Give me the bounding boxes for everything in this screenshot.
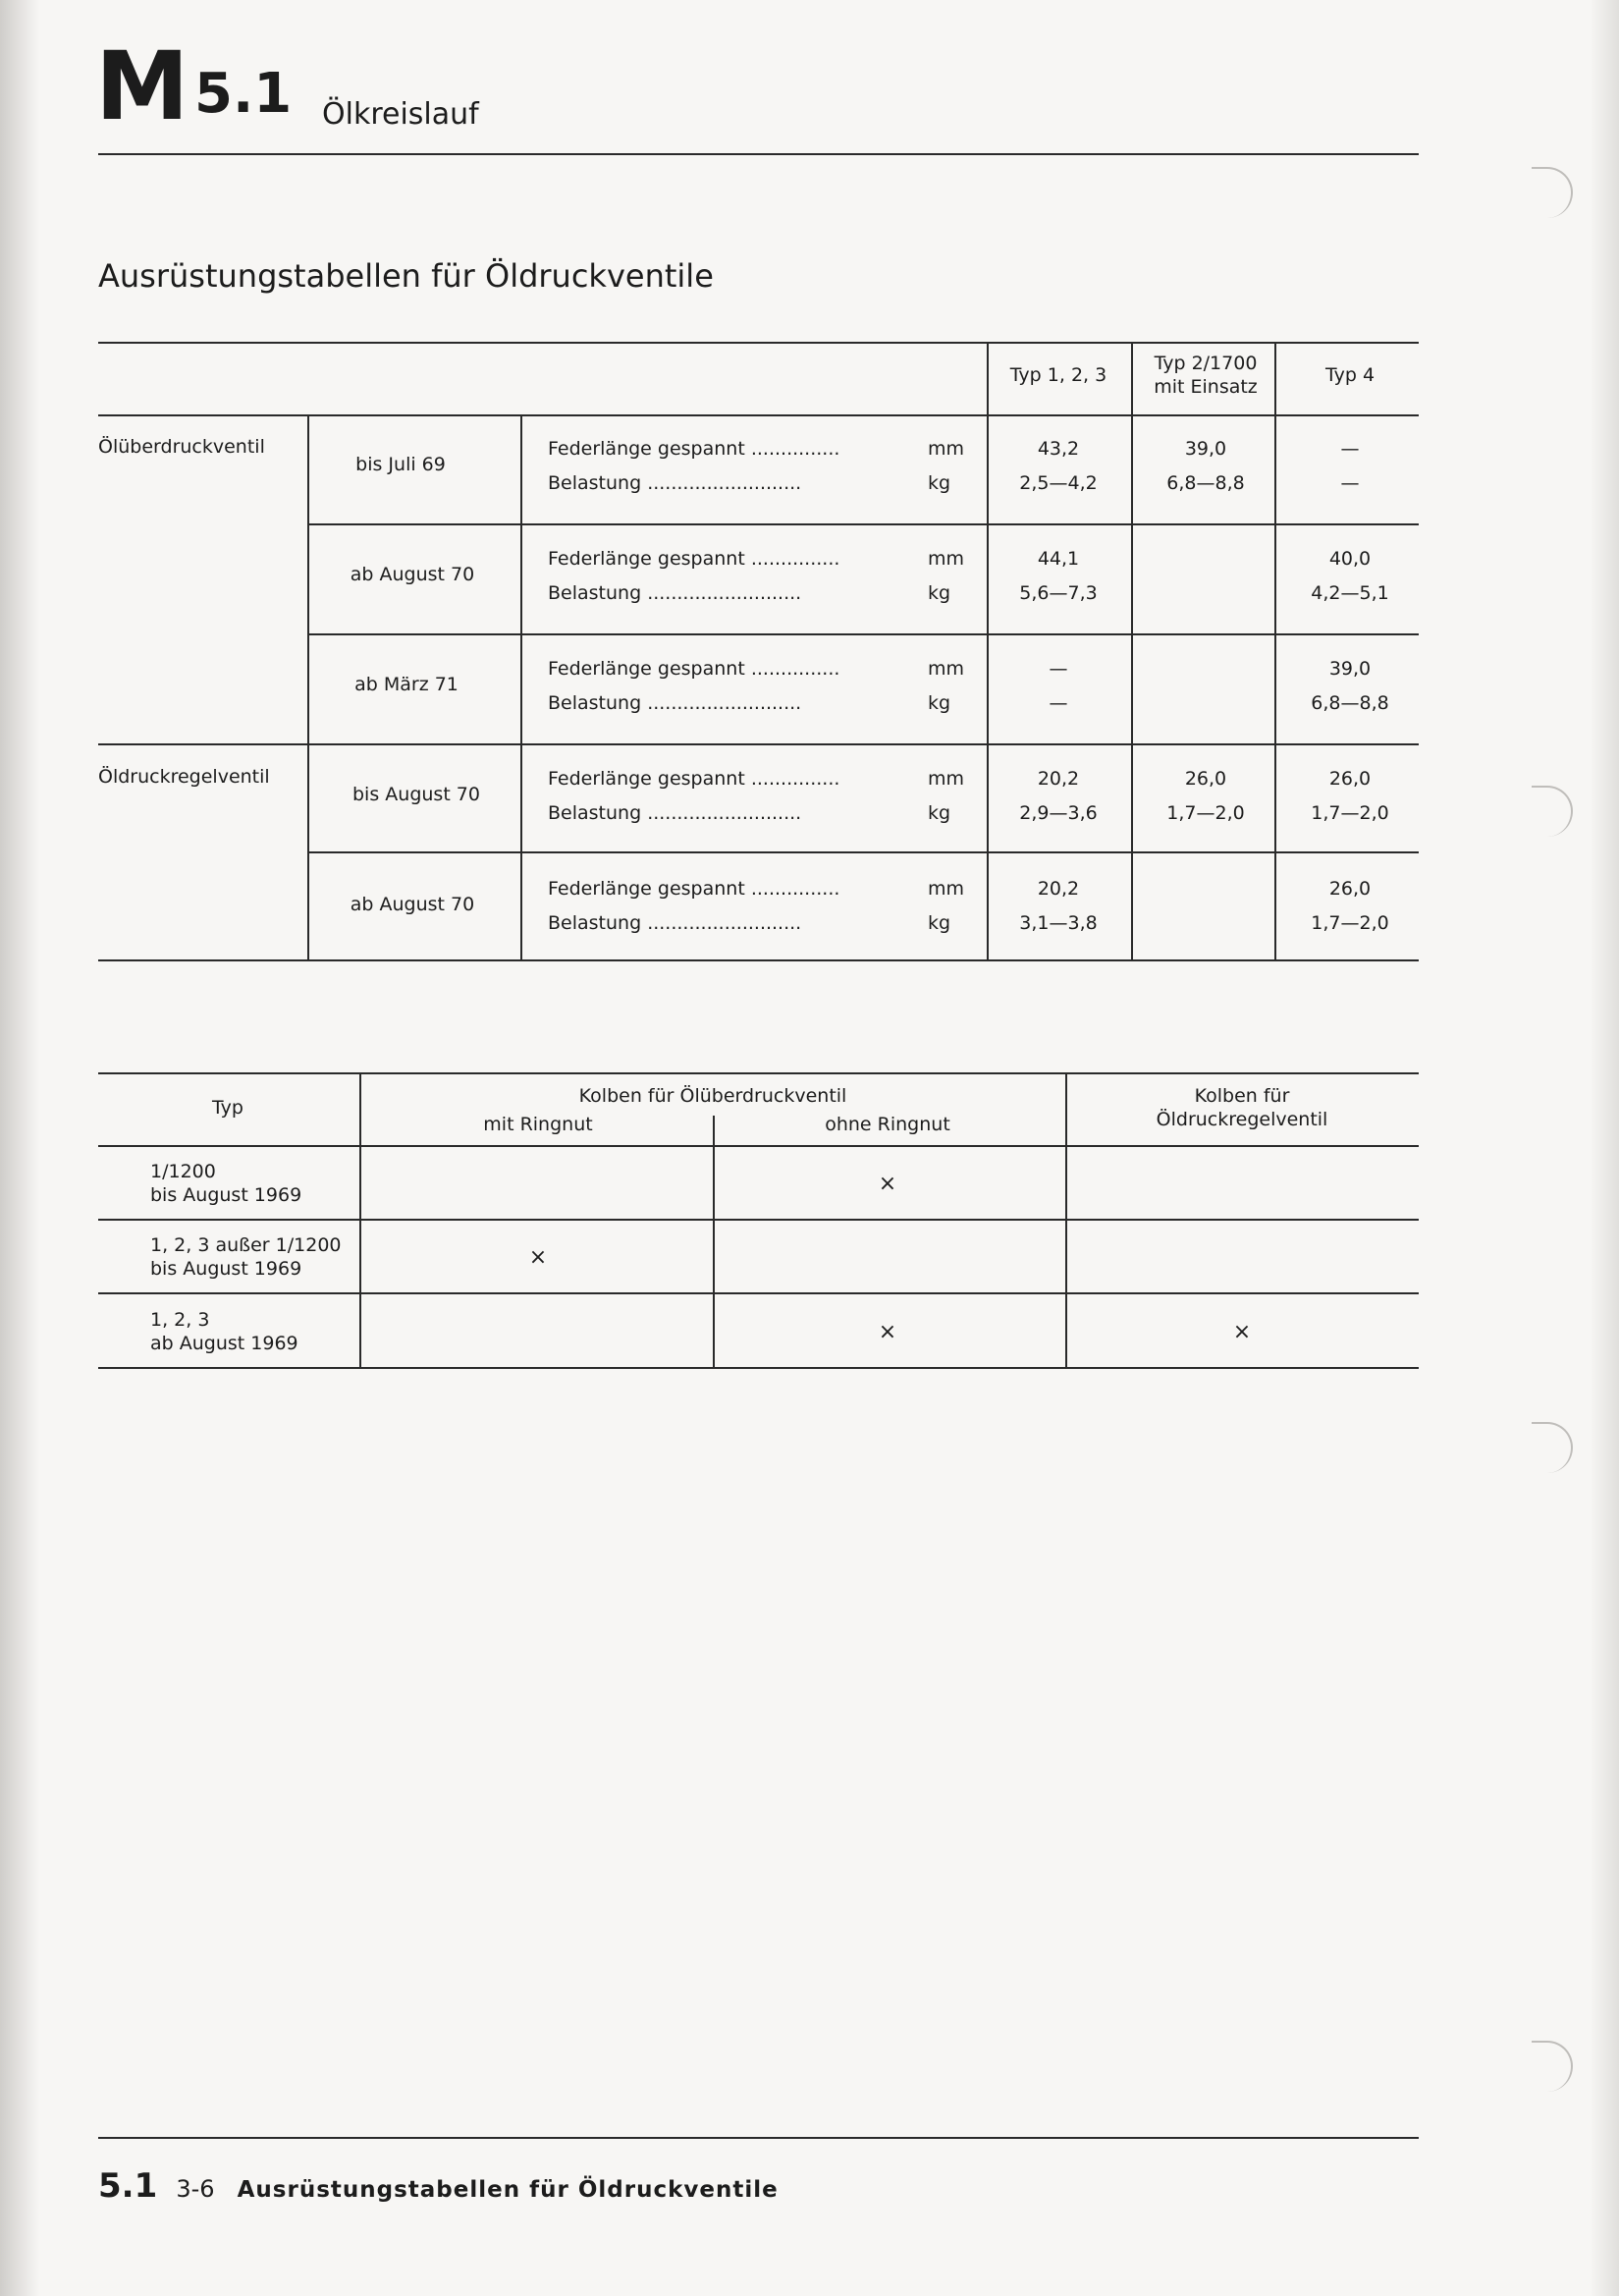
table-bottom-rule — [98, 1367, 1419, 1369]
typ2-load-value: 1,7—2,0 — [1166, 802, 1245, 824]
leader-dots: .......................... — [647, 802, 802, 824]
table-header-rule — [98, 1145, 1419, 1147]
typ2-length-value: 26,0 — [1184, 768, 1227, 790]
typ4-length-value: 40,0 — [1328, 548, 1372, 570]
typ123-length-value: 44,1 — [1037, 548, 1080, 570]
typ4-length-value: 26,0 — [1328, 878, 1372, 900]
param-load-label: Belastung .......................... — [548, 692, 802, 714]
col-header-typ: Typ — [212, 1097, 243, 1119]
param-load-label: Belastung .......................... — [548, 582, 802, 604]
unit-mm: mm — [928, 548, 965, 570]
mark-with-groove: × — [528, 1245, 548, 1270]
typ-label-line1: 1, 2, 3 — [150, 1309, 210, 1331]
typ4-length-value: — — [1340, 438, 1360, 460]
unit-mm: mm — [928, 768, 965, 790]
footer-section-number: 5.1 — [98, 2166, 158, 2206]
param-length-label: Federlänge gespannt ............... — [548, 438, 840, 460]
col-header-typ-123: Typ 1, 2, 3 — [1009, 364, 1107, 386]
row-separator — [98, 1219, 1419, 1221]
chapter-title: Ölkreislauf — [322, 97, 479, 132]
typ123-length-value: 43,2 — [1037, 438, 1080, 460]
row-separator — [98, 1292, 1419, 1294]
typ2-load-value: 6,8—8,8 — [1166, 472, 1245, 494]
param-length-label: Federlänge gespannt ............... — [548, 658, 840, 680]
typ-label-line2: ab August 1969 — [150, 1333, 298, 1354]
typ123-length-value: 20,2 — [1037, 878, 1080, 900]
vrule-typ — [359, 1072, 361, 1367]
mark-without-groove: × — [878, 1172, 897, 1196]
vrule-sub-header — [713, 1116, 715, 1145]
period-label: ab August 70 — [350, 894, 475, 915]
leader-dots: ............... — [750, 878, 840, 900]
typ4-length-value: 26,0 — [1328, 768, 1372, 790]
mark-regulator: × — [1232, 1320, 1252, 1344]
param-load-label: Belastung .......................... — [548, 912, 802, 934]
typ4-load-value: 1,7—2,0 — [1311, 802, 1389, 824]
param-load-label: Belastung .......................... — [548, 472, 802, 494]
leader-dots: .......................... — [647, 692, 802, 714]
unit-mm: mm — [928, 438, 965, 460]
footer-rule — [98, 2137, 1419, 2139]
param-length-label: Federlänge gespannt ............... — [548, 548, 840, 570]
period-label: bis Juli 69 — [355, 454, 446, 475]
unit-kg: kg — [928, 582, 951, 604]
sub-header-without-groove: ohne Ringnut — [825, 1114, 950, 1135]
unit-mm: mm — [928, 878, 965, 900]
period-label: ab März 71 — [354, 674, 459, 695]
footer-page-number: 3-6 — [176, 2175, 215, 2203]
typ123-length-value: — — [1049, 658, 1068, 680]
col-header-overpressure-piston: Kolben für Ölüberdruckventil — [578, 1085, 847, 1107]
leader-dots: ............... — [750, 438, 840, 460]
unit-kg: kg — [928, 472, 951, 494]
section-number: 5.1 — [194, 62, 293, 126]
typ2-length-value: 39,0 — [1184, 438, 1227, 460]
typ123-load-value: — — [1049, 692, 1068, 714]
typ123-load-value: 2,5—4,2 — [1019, 472, 1098, 494]
typ-label-line2: bis August 1969 — [150, 1258, 302, 1280]
typ123-length-value: 20,2 — [1037, 768, 1080, 790]
typ123-load-value: 2,9—3,6 — [1019, 802, 1098, 824]
col-header-mit-einsatz: mit Einsatz — [1154, 376, 1258, 398]
mark-without-groove: × — [878, 1320, 897, 1344]
leader-dots: ............... — [750, 768, 840, 790]
typ4-load-value: 1,7—2,0 — [1311, 912, 1389, 934]
col-header-typ-4: Typ 4 — [1324, 364, 1376, 386]
leader-dots: ............... — [750, 658, 840, 680]
valve-regulator-label: Öldruckregelventil — [98, 766, 270, 788]
vrule-mid — [713, 1145, 715, 1367]
typ-label-line1: 1/1200 — [150, 1161, 216, 1182]
typ-label-line1: 1, 2, 3 außer 1/1200 — [150, 1234, 342, 1256]
page-footer — [98, 2166, 779, 2210]
param-length-label: Federlänge gespannt ............... — [548, 878, 840, 900]
typ4-load-value: — — [1340, 472, 1360, 494]
param-length-label: Federlänge gespannt ............... — [548, 768, 840, 790]
col-header-regulator-piston-1: Kolben für — [1194, 1085, 1290, 1107]
leader-dots: .......................... — [647, 582, 802, 604]
punch-hole-mark — [1532, 2041, 1573, 2092]
col-header-typ-2-1700: Typ 2/1700 — [1154, 353, 1258, 374]
col-header-regulator-piston-2: Öldruckregelventil — [1156, 1109, 1328, 1130]
param-load-label: Belastung .......................... — [548, 802, 802, 824]
leader-dots: ............... — [750, 548, 840, 570]
leader-dots: .......................... — [647, 472, 802, 494]
page-title: Ausrüstungstabellen für Öldruckventile — [98, 257, 714, 295]
table-top-rule — [98, 1072, 1419, 1074]
valve-overpressure-label: Ölüberdruckventil — [98, 436, 265, 458]
typ123-load-value: 3,1—3,8 — [1019, 912, 1098, 934]
unit-kg: kg — [928, 912, 951, 934]
footer-title: Ausrüstungstabellen für Öldruckventile — [237, 2177, 779, 2203]
typ4-load-value: 4,2—5,1 — [1311, 582, 1389, 604]
period-label: ab August 70 — [350, 564, 475, 585]
unit-mm: mm — [928, 658, 965, 680]
unit-kg: kg — [928, 692, 951, 714]
typ123-load-value: 5,6—7,3 — [1019, 582, 1098, 604]
typ4-length-value: 39,0 — [1328, 658, 1372, 680]
vrule-reg — [1065, 1072, 1067, 1367]
typ-label-line2: bis August 1969 — [150, 1184, 302, 1206]
typ4-load-value: 6,8—8,8 — [1311, 692, 1389, 714]
period-label: bis August 70 — [352, 784, 480, 805]
unit-kg: kg — [928, 802, 951, 824]
sub-header-with-groove: mit Ringnut — [483, 1114, 593, 1135]
section-letter: M — [95, 31, 187, 141]
leader-dots: .......................... — [647, 912, 802, 934]
punch-hole-mark — [1532, 1422, 1573, 1473]
